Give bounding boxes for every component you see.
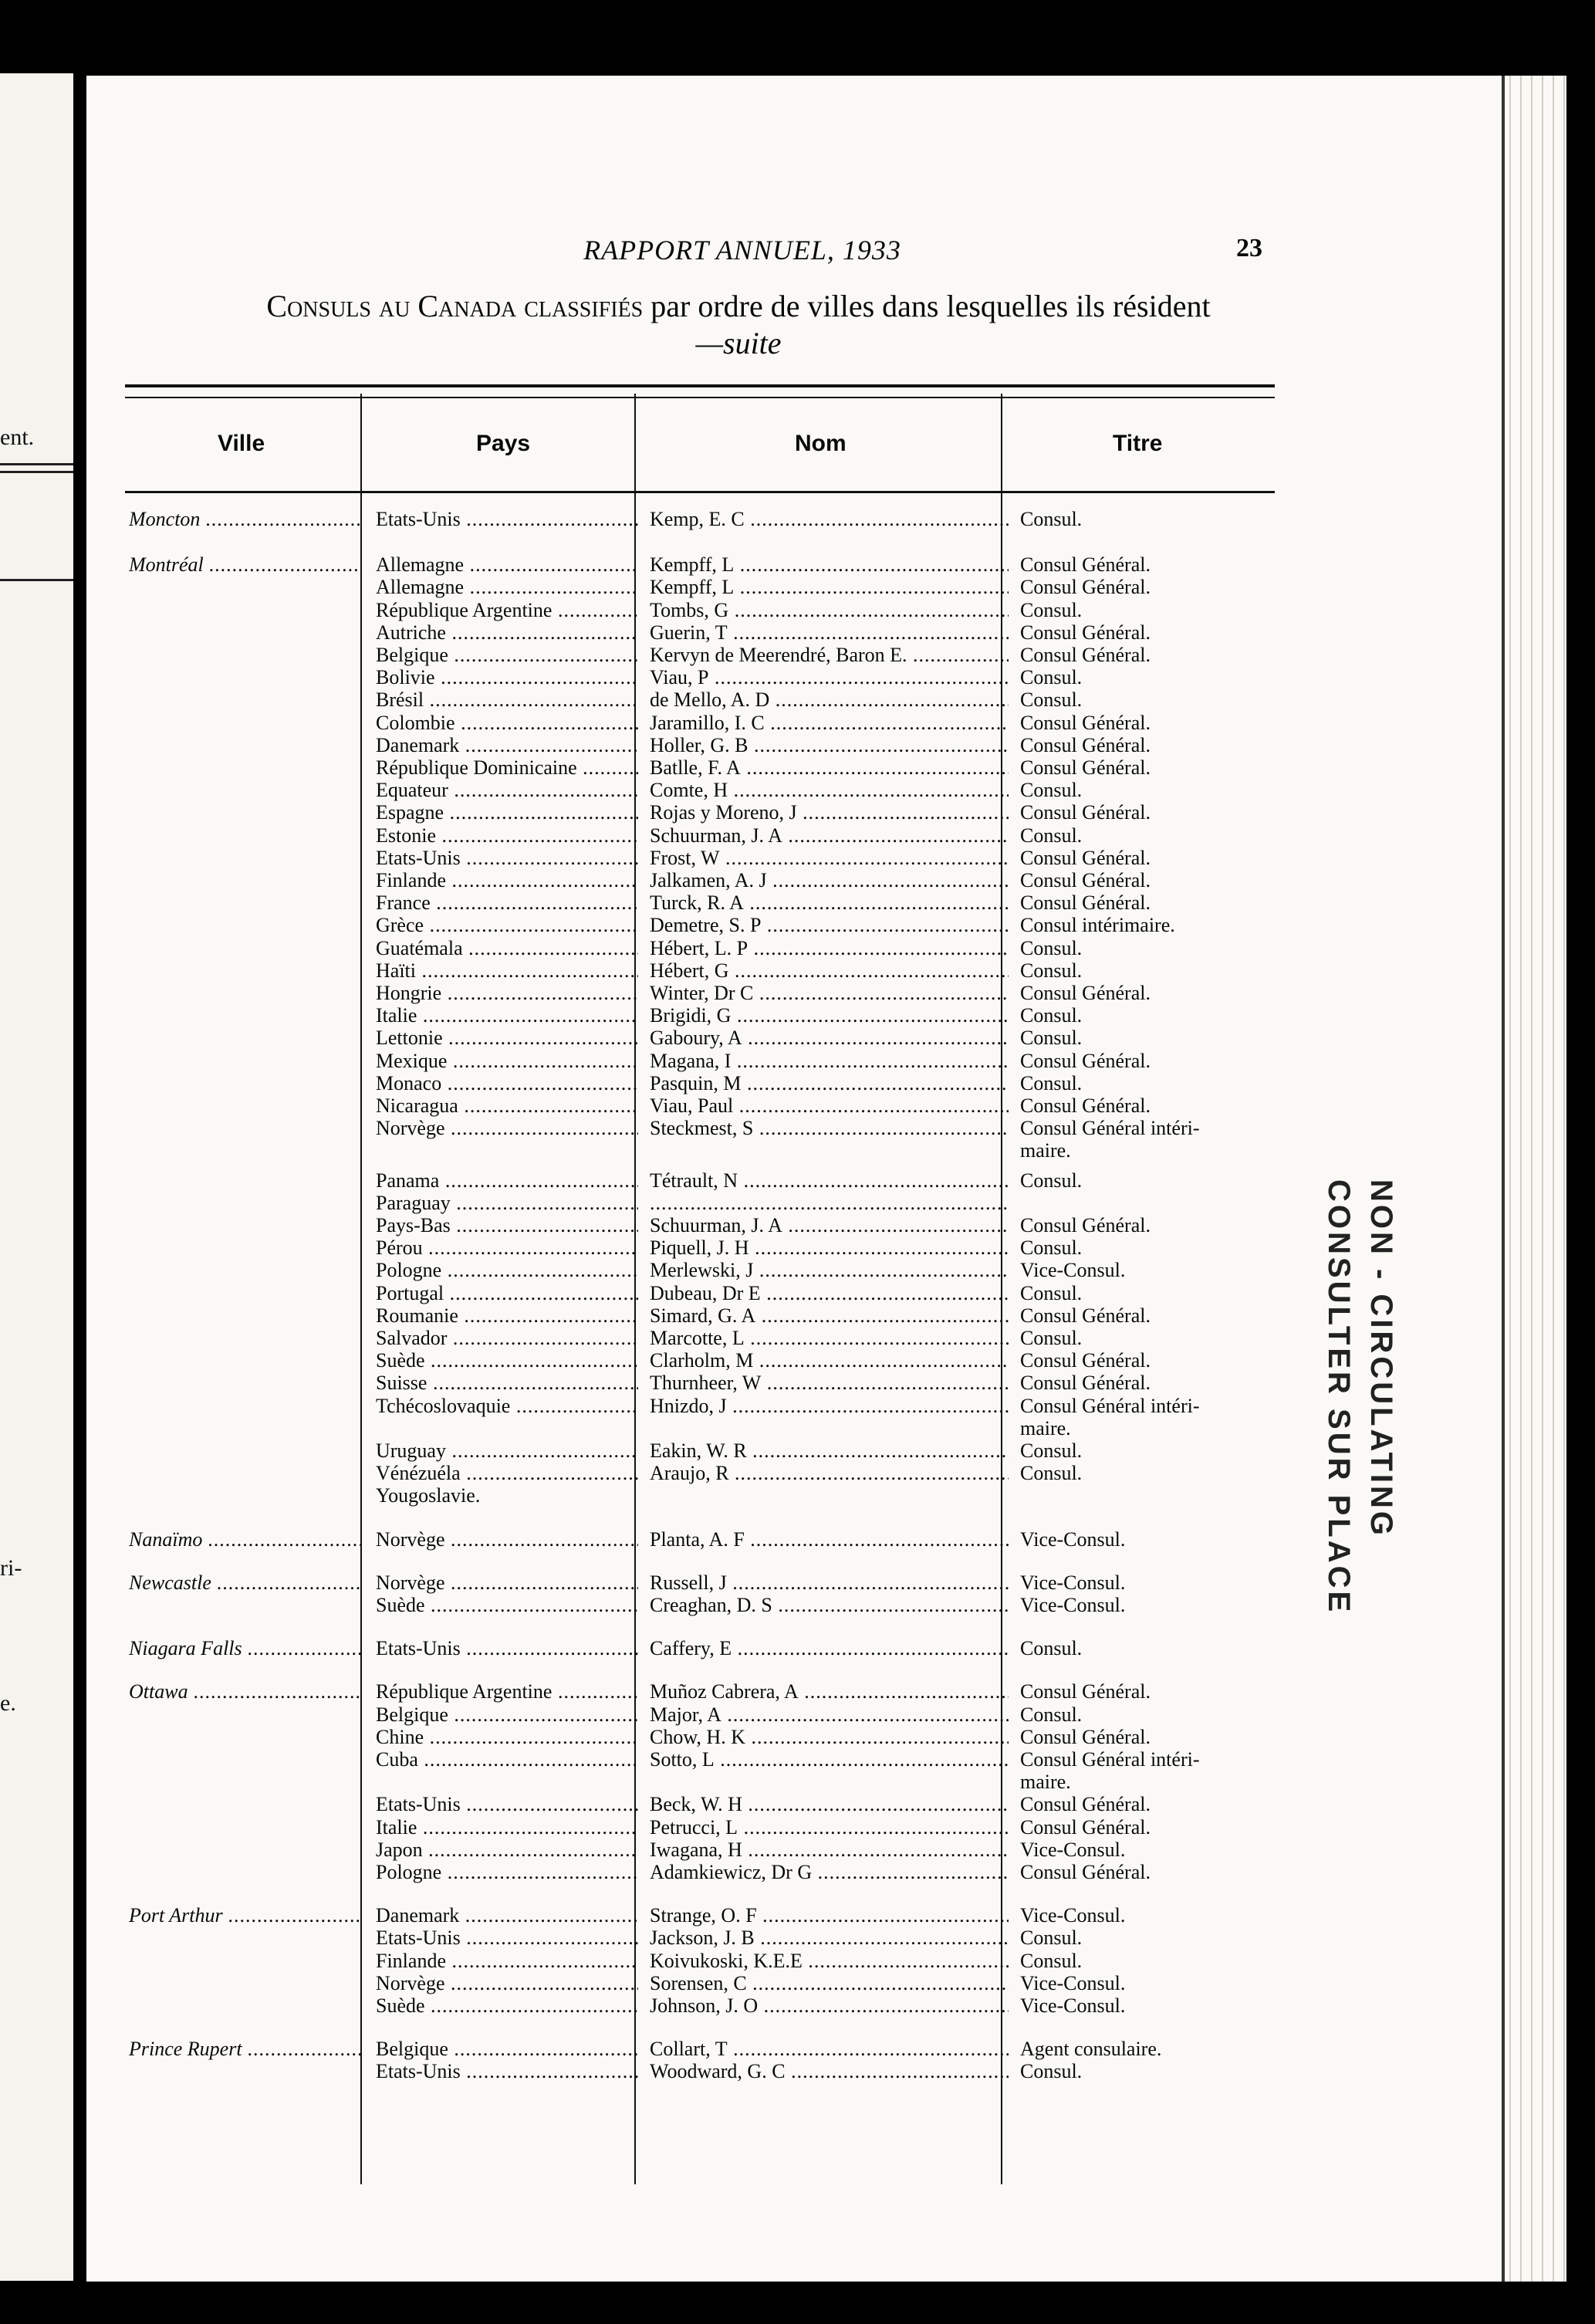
table-row — [125, 779, 1275, 802]
cell-nom: Viau, Paul ..... — [650, 1094, 1009, 1118]
cell-titre: Consul Général. — [1020, 733, 1151, 756]
cell-titre: Consul Général. — [1020, 644, 1151, 666]
cell-titre: Vice-Consul. — [1020, 1527, 1126, 1551]
table-row — [125, 1395, 1275, 1418]
cell-pays: Belgique ..... — [376, 644, 638, 667]
cell-nom: Chow, H. K ..... — [650, 1726, 1009, 1749]
cell-nom: Adamkiewicz, Dr G ..... — [650, 1861, 1009, 1884]
cell-pays: Japon ..... — [376, 1839, 638, 1862]
cell-ville: Port Arthur ..... — [129, 1904, 360, 1927]
fragment-rule — [0, 471, 73, 473]
cell-titre: Consul Général intéri- — [1020, 1394, 1200, 1417]
cell-pays: Portugal ..... — [376, 1282, 638, 1305]
fragment-rule — [0, 579, 73, 581]
cell-nom: Jackson, J. B ..... — [650, 1927, 1009, 1950]
cell-pays: Espagne ..... — [376, 801, 638, 824]
cell-titre: Consul Général. — [1020, 621, 1151, 644]
cell-nom: Gaboury, A ..... — [650, 1027, 1009, 1050]
cell-nom: Thurnheer, W ..... — [650, 1372, 1009, 1395]
cell-nom: Viau, P ..... — [650, 666, 1009, 689]
cell-titre: Consul. — [1020, 1281, 1083, 1304]
title-part: Consuls au Canada classifiés — [266, 289, 644, 323]
table-row — [125, 1484, 1275, 1507]
cell-nom: Piquell, J. H ..... — [650, 1236, 1009, 1260]
cell-titre: Consul Général. — [1020, 756, 1151, 779]
cell-pays: France ..... — [376, 891, 638, 915]
cell-titre: Consul. — [1020, 824, 1083, 847]
cell-nom: Hébert, L. P ..... — [650, 937, 1009, 960]
cell-nom: Pasquin, M ..... — [650, 1072, 1009, 1095]
cell-titre: Consul. — [1020, 959, 1083, 982]
column-header-pays: Pays — [476, 431, 531, 456]
cell-pays: Suède ..... — [376, 1349, 638, 1372]
cell-pays: Etats-Unis ..... — [376, 1793, 638, 1816]
cell-pays: Etats-Unis ..... — [376, 847, 638, 870]
table-row — [125, 2060, 1275, 2083]
cell-ville: Moncton ..... — [129, 508, 360, 531]
table-row — [125, 1282, 1275, 1305]
cell-titre: Consul Général. — [1020, 1094, 1151, 1117]
table-row — [125, 1594, 1275, 1617]
title-suite: —suite — [695, 326, 782, 360]
cell-nom: Steckmest, S ..... — [650, 1117, 1009, 1140]
cell-nom: Johnson, J. O ..... — [650, 1994, 1009, 2018]
cell-titre: Vice-Consul. — [1020, 1838, 1126, 1861]
cell-ville: Montréal ..... — [129, 553, 360, 577]
table-row — [125, 734, 1275, 757]
adjacent-page-fragment — [0, 73, 73, 2281]
table-row — [125, 1117, 1275, 1140]
cell-pays: Pologne ..... — [376, 1259, 638, 1282]
table-row — [125, 1417, 1275, 1440]
cell-nom: Kervyn de Meerendré, Baron E. ..... — [650, 644, 1009, 667]
cell-nom: Petrucci, L ..... — [650, 1816, 1009, 1839]
cell-titre: Consul Général. — [1020, 553, 1151, 577]
cell-nom — [650, 1192, 1009, 1215]
cell-nom: Kemp, E. C ..... — [650, 508, 1009, 531]
table-row — [125, 553, 1275, 577]
cell-titre: Consul. — [1020, 1703, 1083, 1726]
cell-pays: Chine ..... — [376, 1726, 638, 1749]
cell-titre: Consul. — [1020, 1236, 1083, 1260]
table-row — [125, 1571, 1275, 1595]
table-row — [125, 1139, 1275, 1162]
fragment-rule — [0, 463, 73, 465]
table-row — [125, 1950, 1275, 1973]
table-row — [125, 2038, 1275, 2061]
cell-pays: Equateur ..... — [376, 779, 638, 802]
cell-pays: Tchécoslovaquie ..... — [376, 1395, 638, 1418]
cell-pays: Panama ..... — [376, 1169, 638, 1192]
table-row — [125, 847, 1275, 870]
cell-nom: Collart, T ..... — [650, 2038, 1009, 2061]
table-row — [125, 1726, 1275, 1749]
cell-pays: Etats-Unis ..... — [376, 2060, 638, 2083]
cell-pays: Bolivie ..... — [376, 666, 638, 689]
stamp-line: NON - CIRCULATING — [1364, 1179, 1398, 1538]
cell-titre: Consul Général. — [1020, 1793, 1151, 1816]
cell-pays: Danemark ..... — [376, 734, 638, 757]
table-row — [125, 1771, 1275, 1794]
cell-nom: Turck, R. A ..... — [650, 891, 1009, 915]
cell-nom: Batlle, F. A ..... — [650, 756, 1009, 780]
cell-ville: Niagara Falls ..... — [129, 1637, 360, 1660]
cell-pays: Norvège ..... — [376, 1972, 638, 1995]
cell-nom: Clarholm, M ..... — [650, 1349, 1009, 1372]
column-header-nom: Nom — [795, 431, 846, 456]
cell-pays: Belgique ..... — [376, 1703, 638, 1727]
table-row — [125, 1327, 1275, 1350]
cell-nom: Tombs, G ..... — [650, 599, 1009, 622]
table-row — [125, 756, 1275, 780]
cell-nom: Muñoz Cabrera, A ..... — [650, 1680, 1009, 1703]
cell-titre: Consul Général. — [1020, 1349, 1151, 1372]
fragment-text: e. — [0, 1690, 16, 1716]
cell-pays: Finlande ..... — [376, 869, 638, 892]
cell-pays: Suisse ..... — [376, 1372, 638, 1395]
cell-titre: Consul Général. — [1020, 1214, 1151, 1236]
cell-pays: Etats-Unis ..... — [376, 1637, 638, 1660]
table-row — [125, 1236, 1275, 1260]
cell-pays: Norvège ..... — [376, 1571, 638, 1595]
cell-pays: Finlande ..... — [376, 1950, 638, 1973]
cell-titre: Consul Général. — [1020, 711, 1151, 734]
table-row — [125, 1680, 1275, 1703]
cell-pays: République Argentine ..... — [376, 599, 638, 622]
column-header-rule — [125, 491, 1275, 493]
cell-nom: Guerin, T ..... — [650, 621, 1009, 644]
table-row — [125, 959, 1275, 983]
table-row — [125, 1027, 1275, 1050]
cell-nom: de Mello, A. D ..... — [650, 688, 1009, 712]
cell-titre: Consul. — [1020, 1327, 1083, 1349]
cell-titre: Consul Général. — [1020, 801, 1151, 824]
cell-nom: Brigidi, G ..... — [650, 1004, 1009, 1027]
cell-nom: Winter, Dr C ..... — [650, 982, 1009, 1005]
cell-titre: Consul Général. — [1020, 1049, 1151, 1072]
cell-nom: Frost, W ..... — [650, 847, 1009, 870]
table-row — [125, 1214, 1275, 1237]
cell-nom: Strange, O. F ..... — [650, 1904, 1009, 1927]
circulation-stamp — [1321, 1179, 1398, 1615]
cell-titre: maire. — [1020, 1416, 1071, 1439]
cell-nom: Kempff, L ..... — [650, 576, 1009, 599]
cell-nom: Dubeau, Dr E ..... — [650, 1282, 1009, 1305]
cell-pays: Salvador ..... — [376, 1327, 638, 1350]
table-row — [125, 712, 1275, 735]
cell-nom: Russell, J ..... — [650, 1571, 1009, 1595]
cell-titre: Vice-Consul. — [1020, 1904, 1126, 1927]
cell-titre: Consul. — [1020, 1949, 1083, 1972]
cell-nom: Comte, H ..... — [650, 779, 1009, 802]
table-row — [125, 1748, 1275, 1771]
cell-pays: Haïti ..... — [376, 959, 638, 983]
table-row — [125, 576, 1275, 599]
cell-pays: Allemagne ..... — [376, 576, 638, 599]
cell-pays: Grèce ..... — [376, 914, 638, 937]
document-page — [86, 76, 1566, 2282]
table-row — [125, 621, 1275, 644]
cell-pays: Yougoslavie. — [376, 1484, 481, 1507]
cell-nom: Hébert, G ..... — [650, 959, 1009, 983]
cell-nom: Merlewski, J ..... — [650, 1259, 1009, 1282]
cell-titre: Consul. — [1020, 779, 1083, 802]
table-row — [125, 937, 1275, 960]
cell-titre: Consul Général. — [1020, 869, 1151, 891]
cell-pays: Paraguay ..... — [376, 1192, 638, 1215]
cell-pays: Pologne ..... — [376, 1861, 638, 1884]
stamp-line: CONSULTER SUR PLACE — [1322, 1179, 1356, 1615]
cell-titre: Consul. — [1020, 1169, 1083, 1192]
cell-nom: Caffery, E ..... — [650, 1637, 1009, 1660]
cell-titre: Consul Général. — [1020, 1680, 1151, 1703]
cell-titre: Consul. — [1020, 936, 1083, 959]
cell-pays: Allemagne ..... — [376, 553, 638, 577]
cell-nom: Holler, G. B ..... — [650, 734, 1009, 757]
table-row — [125, 1816, 1275, 1839]
table-row — [125, 1072, 1275, 1095]
cell-titre: Consul Général. — [1020, 846, 1151, 869]
table-row — [125, 1637, 1275, 1660]
cell-nom: Planta, A. F ..... — [650, 1528, 1009, 1551]
fragment-text: ent. — [0, 425, 35, 450]
cell-pays: Hongrie ..... — [376, 982, 638, 1005]
cell-pays: Lettonie ..... — [376, 1027, 638, 1050]
cell-pays: Suède ..... — [376, 1594, 638, 1617]
cell-titre: Consul Général. — [1020, 1304, 1151, 1327]
cell-ville: Ottawa ..... — [129, 1680, 360, 1703]
cell-titre: Consul. — [1020, 1462, 1083, 1485]
page-title — [121, 288, 1356, 362]
cell-pays: Danemark ..... — [376, 1904, 638, 1927]
cell-pays: Etats-Unis ..... — [376, 508, 638, 531]
cell-ville: Prince Rupert ..... — [129, 2038, 360, 2061]
cell-titre: Consul Général. — [1020, 1861, 1151, 1883]
cell-nom: Eakin, W. R ..... — [650, 1439, 1009, 1463]
cell-titre: Consul Général. — [1020, 576, 1151, 599]
cell-nom: Tétrault, N ..... — [650, 1169, 1009, 1192]
cell-titre: Consul. — [1020, 666, 1083, 689]
table-row — [125, 1439, 1275, 1463]
cell-titre: Agent consulaire. — [1020, 2038, 1162, 2061]
cell-nom: Sotto, L ..... — [650, 1748, 1009, 1771]
cell-nom: Sorensen, C ..... — [650, 1972, 1009, 1995]
cell-titre: Vice-Consul. — [1020, 1571, 1126, 1594]
cell-pays: Colombie ..... — [376, 712, 638, 735]
cell-nom: Jaramillo, I. C ..... — [650, 712, 1009, 735]
cell-pays: Guatémala ..... — [376, 937, 638, 960]
cell-ville: Nanaïmo ..... — [129, 1528, 360, 1551]
cell-pays: Roumanie ..... — [376, 1304, 638, 1328]
cell-nom: Kempff, L ..... — [650, 553, 1009, 577]
table-row — [125, 1349, 1275, 1372]
table-row — [125, 666, 1275, 689]
cell-nom: Hnizdo, J ..... — [650, 1395, 1009, 1418]
cell-titre: Consul intérimaire. — [1020, 914, 1175, 937]
cell-nom: Schuurman, J. A ..... — [650, 824, 1009, 847]
table-row — [125, 869, 1275, 892]
cell-pays: Cuba ..... — [376, 1748, 638, 1771]
cell-pays: Brésil ..... — [376, 688, 638, 712]
table-row — [125, 1050, 1275, 1073]
table-row — [125, 1927, 1275, 1950]
cell-pays: Nicaragua ..... — [376, 1094, 638, 1118]
table-row — [125, 644, 1275, 667]
table-row — [125, 824, 1275, 847]
cell-titre: Consul. — [1020, 1004, 1083, 1027]
cell-nom: Iwagana, H ..... — [650, 1839, 1009, 1862]
cell-nom: Woodward, G. C ..... — [650, 2060, 1009, 2083]
cell-pays: Estonie ..... — [376, 824, 638, 847]
column-header-titre: Titre — [1113, 431, 1163, 456]
table-row — [125, 1169, 1275, 1192]
cell-titre: Consul. — [1020, 1637, 1083, 1660]
cell-titre: Consul. — [1020, 1927, 1083, 1950]
cell-nom: Beck, W. H ..... — [650, 1793, 1009, 1816]
cell-pays: Norvège ..... — [376, 1528, 638, 1551]
running-title: RAPPORT ANNUEL, 1933 — [583, 235, 901, 266]
table-row — [125, 1004, 1275, 1027]
cell-pays: Pérou ..... — [376, 1236, 638, 1260]
cell-nom: Magana, I ..... — [650, 1050, 1009, 1073]
cell-titre: Consul Général. — [1020, 891, 1151, 915]
cell-titre: Vice-Consul. — [1020, 1971, 1126, 1994]
table-row — [125, 1462, 1275, 1485]
cell-titre: Consul Général. — [1020, 1372, 1151, 1395]
cell-pays: Norvège ..... — [376, 1117, 638, 1140]
cell-titre: maire. — [1020, 1771, 1071, 1794]
table-row — [125, 1192, 1275, 1215]
cell-pays: Uruguay ..... — [376, 1439, 638, 1463]
table-row — [125, 1904, 1275, 1927]
cell-nom: Creaghan, D. S ..... — [650, 1594, 1009, 1617]
cell-titre: Consul Général intéri- — [1020, 1117, 1200, 1140]
table-row — [125, 688, 1275, 712]
page-number: 23 — [1236, 234, 1262, 262]
title-part: par ordre de villes dans lesquelles ils résident — [651, 289, 1211, 323]
cell-nom: Major, A ..... — [650, 1703, 1009, 1727]
cell-ville: Newcastle ..... — [129, 1571, 360, 1595]
table-row — [125, 1372, 1275, 1395]
table-row — [125, 1094, 1275, 1118]
cell-nom: Marcotte, L ..... — [650, 1327, 1009, 1350]
cell-pays: Monaco ..... — [376, 1072, 638, 1095]
cell-nom: Koivukoski, K.E.E ..... — [650, 1950, 1009, 1973]
cell-pays: République Argentine ..... — [376, 1680, 638, 1703]
table-row — [125, 1839, 1275, 1862]
cell-pays: Pays-Bas ..... — [376, 1214, 638, 1237]
cell-nom: Jalkamen, A. J ..... — [650, 869, 1009, 892]
cell-pays: Vénézuéla ..... — [376, 1462, 638, 1485]
cell-titre: Consul Général intéri- — [1020, 1748, 1200, 1771]
table-row — [125, 1703, 1275, 1727]
cell-titre: Consul Général. — [1020, 1725, 1151, 1748]
cell-nom: Araujo, R ..... — [650, 1462, 1009, 1485]
table-row — [125, 1972, 1275, 1995]
cell-pays: Italie ..... — [376, 1816, 638, 1839]
cell-titre: Vice-Consul. — [1020, 1259, 1126, 1282]
cell-titre: Consul. — [1020, 508, 1083, 530]
table-row — [125, 891, 1275, 915]
cell-pays: République Dominicaine ..... — [376, 756, 638, 780]
table-row — [125, 801, 1275, 824]
column-header-ville: Ville — [218, 431, 265, 456]
cell-pays: Mexique ..... — [376, 1050, 638, 1073]
cell-titre: maire. — [1020, 1139, 1071, 1162]
table-row — [125, 1793, 1275, 1816]
cell-titre: Consul. — [1020, 2060, 1083, 2083]
cell-titre: Vice-Consul. — [1020, 1994, 1126, 2017]
cell-pays: Italie ..... — [376, 1004, 638, 1027]
table-row — [125, 1259, 1275, 1282]
cell-pays: Etats-Unis ..... — [376, 1927, 638, 1950]
cell-pays: Belgique ..... — [376, 2038, 638, 2061]
cell-pays: Autriche ..... — [376, 621, 638, 644]
cell-titre: Consul Général. — [1020, 982, 1151, 1004]
cell-titre: Consul Général. — [1020, 1815, 1151, 1839]
table-row — [125, 1304, 1275, 1328]
fragment-text: ri- — [0, 1555, 22, 1581]
table-row — [125, 1994, 1275, 2018]
table-row — [125, 1861, 1275, 1884]
cell-titre: Consul. — [1020, 598, 1083, 621]
cell-titre: Consul. — [1020, 688, 1083, 712]
cell-nom: Rojas y Moreno, J ..... — [650, 801, 1009, 824]
table-row — [125, 1528, 1275, 1551]
cell-titre: Consul. — [1020, 1071, 1083, 1094]
cell-pays: Suède ..... — [376, 1994, 638, 2018]
cell-nom: Simard, G. A ..... — [650, 1304, 1009, 1328]
table-row — [125, 914, 1275, 937]
column-headers — [125, 394, 1275, 490]
cell-titre: Vice-Consul. — [1020, 1594, 1126, 1616]
table-row — [125, 599, 1275, 622]
cell-nom: Schuurman, J. A ..... — [650, 1214, 1009, 1237]
table-row — [125, 508, 1275, 531]
cell-titre: Consul. — [1020, 1439, 1083, 1462]
cell-nom: Demetre, S. P ..... — [650, 914, 1009, 937]
table-row — [125, 982, 1275, 1005]
binding-edge — [1502, 76, 1566, 2282]
cell-titre: Consul. — [1020, 1027, 1083, 1050]
